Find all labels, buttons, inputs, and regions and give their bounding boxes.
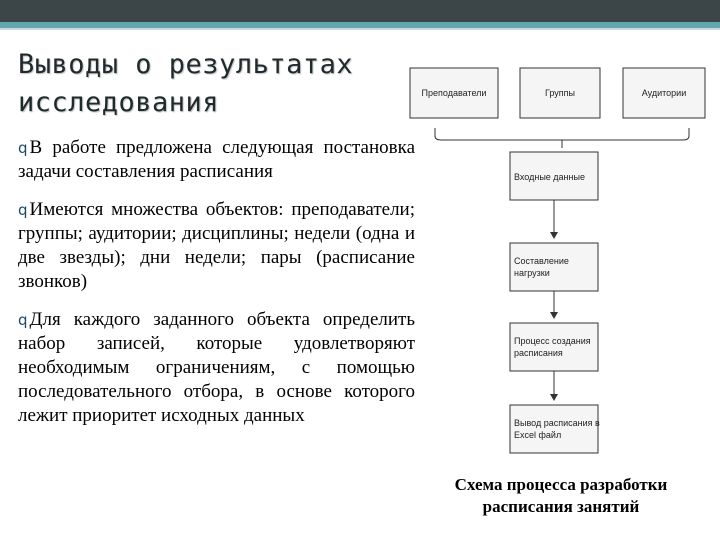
flow-node-label: Вывод расписания в — [514, 418, 600, 428]
top-bar — [0, 0, 720, 22]
bullet-item — [18, 308, 415, 428]
bullet-text: Для каждого заданного объекта определить набор записей, которые удовлетворяют необходимым ограничениям, с помощью последовательного отбора, в основе которого лежит приоритет исходных данных — [18, 309, 415, 426]
caption-line-1: Схема процесса разработки — [454, 475, 668, 494]
top-node-label: Группы — [545, 88, 575, 98]
bullet-marker-icon: q — [18, 201, 28, 219]
bullet-item — [18, 198, 415, 294]
bullet-item — [18, 136, 415, 184]
bullet-text: Имеются множества объектов: преподаватели; группы; аудитории; дисциплины; недели (одна и две звезды); дни недели; пары (расписание звонков) — [18, 199, 415, 292]
brace-connector — [435, 128, 689, 140]
caption-line-2: расписания занятий — [482, 497, 640, 516]
process-diagram — [405, 40, 720, 480]
flow-node-input-data — [510, 152, 598, 200]
bullet-list — [18, 136, 415, 442]
flow-node-label: Входные данные — [514, 172, 585, 182]
top-node-groups — [520, 68, 600, 118]
flow-node-label: Excel файл — [514, 430, 562, 440]
flow-node-label: нагрузки — [514, 268, 550, 278]
bullet-marker-icon: q — [18, 139, 28, 157]
top-node-label: Преподаватели — [421, 88, 487, 98]
flow-node-label: Процесс создания — [514, 336, 591, 346]
flow-node-excel-output — [510, 405, 600, 453]
slide-title — [18, 46, 408, 122]
top-node-label: Аудитории — [641, 88, 687, 98]
flow-node-schedule-process — [510, 323, 598, 371]
title-line-1: Выводы о результатах — [18, 49, 354, 80]
top-node-teachers — [410, 68, 498, 118]
top-node-rooms — [623, 68, 705, 118]
title-line-2: исследования — [18, 87, 220, 118]
flow-node-label: расписания — [514, 348, 563, 358]
flow-node-workload — [510, 243, 598, 291]
top-accent-line — [0, 28, 720, 30]
bullet-marker-icon: q — [18, 311, 28, 329]
diagram-caption — [430, 474, 692, 518]
flow-node-label: Составление — [514, 256, 569, 266]
bullet-text: В работе предложена следующая постановка задачи составления расписания — [18, 137, 415, 182]
